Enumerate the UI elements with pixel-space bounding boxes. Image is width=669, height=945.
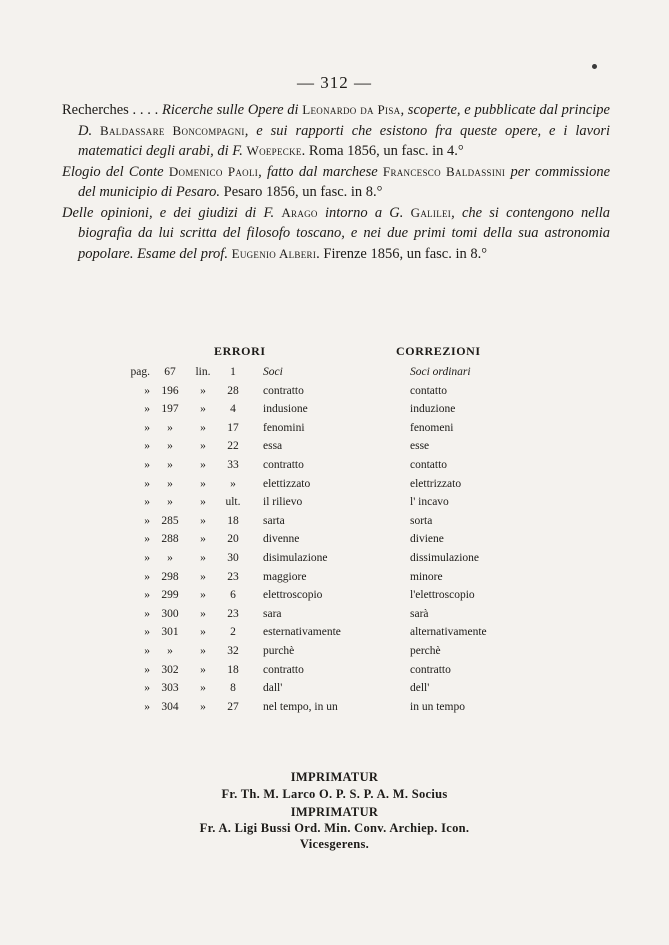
errata-line-number: 33 [227, 458, 239, 471]
entry-text: Woepecke [246, 143, 302, 158]
errata-correction: minore [410, 570, 443, 583]
errata-lin: » [200, 607, 206, 620]
errata-line-number: 6 [230, 589, 236, 602]
errata-row [120, 626, 540, 645]
errata-pag: » [144, 644, 150, 657]
errata-pag: » [144, 682, 150, 695]
errata-row [120, 366, 540, 385]
errata-lin: » [200, 477, 206, 490]
errata-error: elettizzato [263, 477, 311, 490]
errata-lin: » [200, 496, 206, 509]
entry-text: Leonardo da Pisa [302, 102, 401, 117]
errata-line-number: 30 [227, 551, 239, 564]
errata-page-number: » [167, 496, 173, 509]
errata-lin: lin. [195, 366, 211, 378]
imprimatur-line-1: Fr. Th. M. Larco O. P. S. P. A. M. Socius [221, 787, 448, 801]
errata-row [120, 571, 540, 590]
entry-text: Arago [281, 204, 318, 220]
entry-text: Delle opinioni, e dei giudizi di F. [62, 204, 282, 221]
entry-text: Eugenio Alberi [231, 245, 317, 261]
errata-line-number: 8 [230, 682, 236, 695]
errata-lin: » [200, 458, 206, 471]
correzioni-header: CORREZIONI [396, 344, 481, 358]
errata-lin: » [200, 663, 206, 676]
errata-line-number: 18 [227, 514, 239, 527]
errata-line-number: 20 [227, 533, 239, 546]
errata-pag: » [144, 589, 150, 602]
errata-lin: » [200, 589, 206, 602]
entry-text: Domenico Paoli [168, 163, 259, 179]
entry-text: Ricerche sulle Opere di [161, 102, 303, 118]
errata-page-number: 285 [161, 514, 179, 527]
errata-correction: Soci ordinari [410, 366, 471, 378]
errata-page-number: 299 [161, 589, 179, 602]
errata-line-number: » [230, 477, 236, 490]
entry-text: Elogio del Conte [62, 163, 169, 180]
errata-lin: » [200, 533, 206, 546]
entry-text: . Roma 1856, un fasc. in 4.° [301, 143, 464, 159]
errata-page-number: 197 [161, 403, 179, 416]
errata-table [120, 366, 540, 719]
errata-lin: » [200, 682, 206, 695]
errata-line-number: 32 [227, 644, 239, 657]
errata-correction: dell' [410, 682, 430, 695]
imprimatur-line-3: Vicesgerens. [299, 837, 370, 851]
errata-row [120, 664, 540, 683]
errata-error: disimulazione [263, 551, 328, 564]
errata-row [120, 422, 540, 441]
errata-error: indusione [263, 403, 308, 416]
entry-text: , scoperte, e pubblicate dal principe D. [78, 102, 610, 139]
errata-correction: l' incavo [410, 496, 449, 509]
errata-pag: » [144, 403, 150, 416]
errata-error: nel tempo, in un [263, 700, 338, 713]
entry-text: , fatto dal marchese [258, 163, 383, 180]
errata-line-number: 1 [230, 366, 236, 378]
errata-line-number: 23 [227, 607, 239, 620]
errata-correction: contatto [410, 458, 448, 471]
errata-error: contratto [263, 384, 304, 397]
errata-error: maggiore [263, 570, 307, 583]
errata-line-number: 27 [227, 700, 239, 713]
errata-error: elettroscopio [263, 589, 323, 602]
errata-lin: » [200, 384, 206, 397]
errata-pag: » [144, 440, 150, 453]
errata-lin: » [200, 570, 206, 583]
errata-row [120, 552, 540, 571]
errata-page-number: » [167, 644, 173, 657]
errata-correction: sorta [410, 514, 433, 527]
errata-row [120, 701, 540, 720]
errata-line-number: ult. [225, 496, 241, 509]
errata-correction: alternativamente [410, 626, 487, 639]
errata-page-number: » [167, 477, 173, 490]
errata-correction: contatto [410, 384, 448, 397]
entry-text: . Firenze 1856, un fasc. in 8.° [316, 245, 488, 262]
errata-line-number: 23 [227, 570, 239, 583]
errori-header: ERRORI [214, 344, 266, 358]
bibliography-entry [62, 203, 610, 265]
errata-error: il rilievo [263, 496, 303, 509]
errata-pag: » [144, 700, 150, 713]
errata-row [120, 385, 540, 404]
errata-row [120, 608, 540, 627]
errata-row [120, 515, 540, 534]
imprimatur-heading-1: IMPRIMATUR [290, 770, 379, 784]
imprimatur-line-2: Fr. A. Ligi Bussi Ord. Min. Conv. Archiep. Icon. [199, 821, 470, 835]
errata-pag: » [144, 458, 150, 471]
errata-error: purchè [263, 644, 295, 657]
imprimatur-heading-2: IMPRIMATUR [290, 805, 379, 819]
errata-row [120, 478, 540, 497]
errata-correction: induzione [410, 403, 456, 416]
errata-row [120, 459, 540, 478]
page-number: — 312 — [297, 73, 372, 92]
entry-text: Francesco Baldassini [382, 163, 506, 179]
errata-error: contratto [263, 663, 304, 676]
errata-error: esternativamente [263, 626, 341, 639]
errata-page-number: 302 [161, 663, 179, 676]
errata-pag: » [144, 514, 150, 527]
entry-text: intorno a G. [317, 204, 411, 221]
errata-pag: » [144, 570, 150, 583]
errata-page-number: 288 [161, 533, 179, 546]
errata-lin: » [200, 440, 206, 453]
errata-pag: pag. [130, 366, 150, 378]
errata-error: divenne [263, 533, 300, 546]
errata-error: dall' [263, 682, 283, 695]
errata-correction: fenomeni [410, 421, 454, 434]
errata-line-number: 22 [227, 440, 239, 453]
errata-error: essa [263, 440, 283, 453]
errata-lin: » [200, 551, 206, 564]
errata-pag: » [144, 607, 150, 620]
errata-line-number: 4 [230, 403, 236, 416]
errata-pag: » [144, 626, 150, 639]
ink-dot-decoration [592, 64, 597, 69]
errata-pag: » [144, 496, 150, 509]
entry-text: Baldassare Boncompagni [100, 122, 245, 138]
entry-text: Pesaro 1856, un fasc. in 8.° [223, 184, 383, 200]
errata-line-number: 17 [227, 421, 239, 434]
bibliography-section [62, 100, 610, 264]
entry-text: , e sui rapporti che esistono fra queste opere, e i lavori matematici degli arabi, di F. [78, 122, 610, 159]
errata-lin: » [200, 644, 206, 657]
entry-text: Galilei [410, 204, 452, 220]
errata-row [120, 533, 540, 552]
errata-correction: contratto [410, 663, 451, 676]
errata-page-number: 300 [161, 607, 179, 620]
errata-page-number: 67 [164, 366, 176, 378]
errata-pag: » [144, 533, 150, 546]
errata-lin: » [200, 421, 206, 434]
errata-pag: » [144, 421, 150, 434]
errata-page-number: 196 [161, 384, 179, 397]
entry-text: , che si contengono nella biografia da lui scritta del filosofo toscano, e nei due primi tomi della sua astronomia popolare. Esame del prof. [78, 204, 611, 262]
errata-page-number: » [167, 551, 173, 564]
errata-row [120, 682, 540, 701]
errata-lin: » [200, 514, 206, 527]
errata-pag: » [144, 551, 150, 564]
errata-correction: esse [410, 440, 430, 453]
errata-line-number: 18 [227, 663, 239, 676]
errata-pag: » [144, 477, 150, 490]
errata-page-number: 301 [161, 626, 179, 639]
entry-lead: Recherches . . . . [62, 102, 162, 118]
errata-correction: elettrizzato [410, 477, 462, 490]
errata-line-number: 28 [227, 384, 239, 397]
errata-lin: » [200, 700, 206, 713]
errata-correction: dissimulazione [410, 551, 479, 564]
errata-error: fenomini [263, 421, 305, 434]
errata-error: contratto [263, 458, 304, 471]
errata-error: sara [263, 607, 282, 620]
bibliography-entry [62, 100, 610, 162]
errata-pag: » [144, 663, 150, 676]
errata-correction: diviene [410, 533, 444, 546]
errata-lin: » [200, 626, 206, 639]
errata-correction: sarà [410, 607, 429, 620]
errata-correction: in un tempo [410, 700, 465, 713]
errata-correction: l'elettroscopio [410, 589, 475, 602]
errata-page-number: » [167, 440, 173, 453]
errata-row [120, 496, 540, 515]
errata-row [120, 440, 540, 459]
errata-page-number: 298 [161, 570, 179, 583]
bibliography-entry [62, 162, 610, 203]
errata-page-number: 304 [161, 700, 179, 713]
errata-page-number: 303 [161, 682, 179, 695]
errata-row [120, 403, 540, 422]
errata-row [120, 589, 540, 608]
errata-line-number: 2 [230, 626, 236, 639]
errata-error: Soci [263, 366, 283, 378]
errata-page-number: » [167, 421, 173, 434]
entry-text: per commissione del municipio di Pesaro. [78, 163, 611, 200]
errata-row [120, 645, 540, 664]
errata-page-number: » [167, 458, 173, 471]
errata-error: sarta [263, 514, 285, 527]
errata-lin: » [200, 403, 206, 416]
errata-pag: » [144, 384, 150, 397]
errata-correction: perchè [410, 644, 441, 657]
